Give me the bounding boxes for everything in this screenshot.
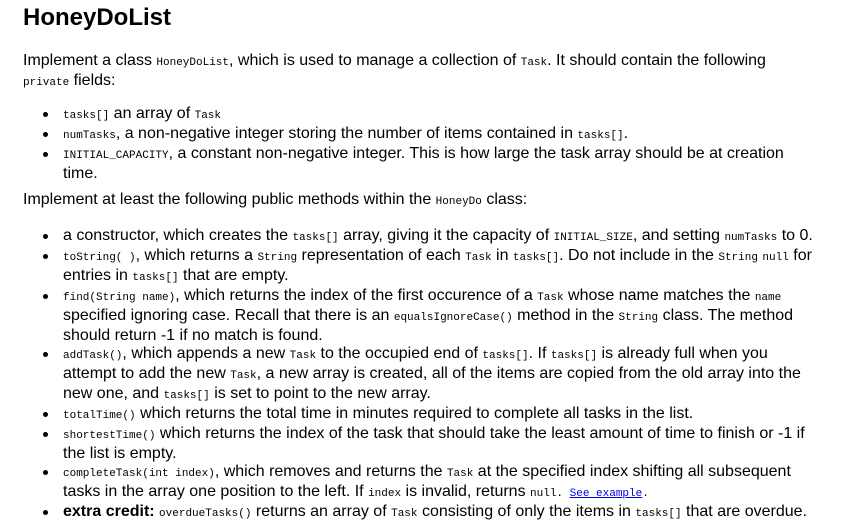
- code: Task: [391, 508, 418, 520]
- code: index: [368, 488, 402, 500]
- text: . Do not include in the: [559, 247, 719, 264]
- code: INITIAL_SIZE: [553, 232, 633, 244]
- text: , a new array is created, all of the items are copied from the old array into the new one, and: [63, 365, 801, 402]
- text: class:: [481, 191, 528, 208]
- code: tasks[]: [512, 252, 560, 264]
- see-example-link[interactable]: See example: [569, 488, 643, 500]
- text: an array of: [109, 105, 195, 122]
- code: tasks[]: [163, 390, 210, 402]
- code: tasks[]: [577, 130, 624, 142]
- text: .: [556, 488, 570, 500]
- text: , which returns a: [135, 247, 258, 264]
- text: a constructor, which creates the: [63, 227, 293, 244]
- text: , a constant non-negative integer. This is how large the task array should be at creation time.: [63, 145, 784, 182]
- text: Implement a class: [23, 52, 157, 69]
- text: array, giving it the capacity of: [338, 227, 554, 244]
- text: which returns the total time in minutes required to complete all tasks in the list.: [135, 405, 694, 422]
- code: tasks[]: [635, 508, 682, 520]
- text: representation of each: [297, 247, 466, 264]
- code: tasks[]: [292, 232, 339, 244]
- text: returns an array of: [251, 503, 392, 520]
- code: shortestTime(): [63, 430, 156, 442]
- code: String: [257, 252, 298, 264]
- text: consisting of only the items in: [417, 503, 636, 520]
- text: for entries in: [63, 247, 812, 284]
- text: at the specified index shifting all subsequent tasks in the array one position to the left. If: [63, 463, 791, 500]
- code: numTasks: [724, 232, 778, 244]
- code: tasks[]: [482, 350, 529, 362]
- text: , which returns the index of the first occurence of a: [175, 287, 538, 304]
- code: null: [530, 488, 557, 500]
- text: to 0.: [777, 227, 813, 244]
- field-item-numtasks: [23, 125, 813, 145]
- text: class. The method should return -1 if no match is found.: [63, 307, 794, 344]
- code: overdueTasks(): [159, 508, 252, 520]
- code: completeTask(int index): [63, 468, 215, 480]
- method-item-completetask: [23, 463, 818, 503]
- method-item-shortesttime: [23, 425, 818, 463]
- code: find(String name): [63, 292, 176, 304]
- method-item-find: [23, 287, 818, 345]
- text: method in the: [512, 307, 619, 324]
- code-class-name: HoneyDo: [435, 196, 482, 208]
- text: . If: [528, 345, 551, 362]
- code-task: Task: [520, 57, 548, 69]
- text: .: [623, 125, 629, 142]
- code-class-name: HoneyDoList: [156, 57, 230, 69]
- code: Task: [289, 350, 317, 362]
- intro-paragraph: [23, 52, 813, 92]
- text: is set to point to the new array.: [209, 385, 431, 402]
- text: that are empty.: [178, 267, 289, 284]
- methods-intro-paragraph: [23, 191, 813, 211]
- code: totalTime(): [63, 410, 136, 422]
- method-item-addtask: [23, 345, 818, 405]
- code: tasks[]: [63, 110, 110, 122]
- field-item-initial-capacity: [23, 145, 813, 183]
- text: that are overdue.: [681, 503, 808, 520]
- field-item-tasks: [23, 105, 813, 125]
- code: String: [718, 252, 758, 264]
- code: tasks[]: [132, 272, 179, 284]
- code: INITIAL_CAPACITY: [63, 150, 169, 162]
- methods-list: [23, 227, 818, 523]
- text: . It should contain the following: [547, 52, 766, 69]
- text: whose name matches the: [563, 287, 755, 304]
- text: which returns the index of the task that should take the least amount of time to finish or -1 if the list is empty.: [63, 425, 805, 462]
- text: , and setting: [632, 227, 725, 244]
- text: to the occupied end of: [316, 345, 483, 362]
- code: Task: [194, 110, 221, 122]
- code: Task: [230, 370, 257, 382]
- code: String: [618, 312, 659, 324]
- code: toString( ): [63, 252, 136, 264]
- method-item-tostring: [23, 247, 818, 287]
- text: , which appends a new: [122, 345, 290, 362]
- method-item-constructor: [23, 227, 818, 247]
- code: numTasks: [63, 130, 116, 142]
- text: .: [642, 488, 649, 500]
- text: fields:: [69, 72, 116, 89]
- code: null: [762, 252, 789, 264]
- method-item-totaltime: [23, 405, 818, 425]
- code-private: private: [23, 77, 70, 89]
- code: Task: [446, 468, 474, 480]
- text: , which is used to manage a collection of: [229, 52, 521, 69]
- page-title: HoneyDoList: [23, 4, 172, 31]
- code: tasks[]: [550, 350, 598, 362]
- fields-list: [23, 105, 813, 183]
- text: Implement at least the following public methods within the: [23, 191, 436, 208]
- code: Task: [537, 292, 564, 304]
- extra-credit-label: extra credit:: [63, 503, 155, 520]
- code: name: [754, 292, 782, 304]
- code: addTask(): [63, 350, 123, 362]
- code: Task: [465, 252, 492, 264]
- text: is already full when you attempt to add the new: [63, 345, 768, 382]
- text: specified ignoring case. Recall that there is an: [63, 307, 394, 324]
- code: equalsIgnoreCase(): [393, 312, 513, 324]
- text: , a non-negative integer storing the number of items contained in: [115, 125, 578, 142]
- text: is invalid, returns: [401, 483, 531, 500]
- text: in: [491, 247, 513, 264]
- method-item-extra-credit: [23, 503, 818, 523]
- text: , which removes and returns the: [214, 463, 447, 480]
